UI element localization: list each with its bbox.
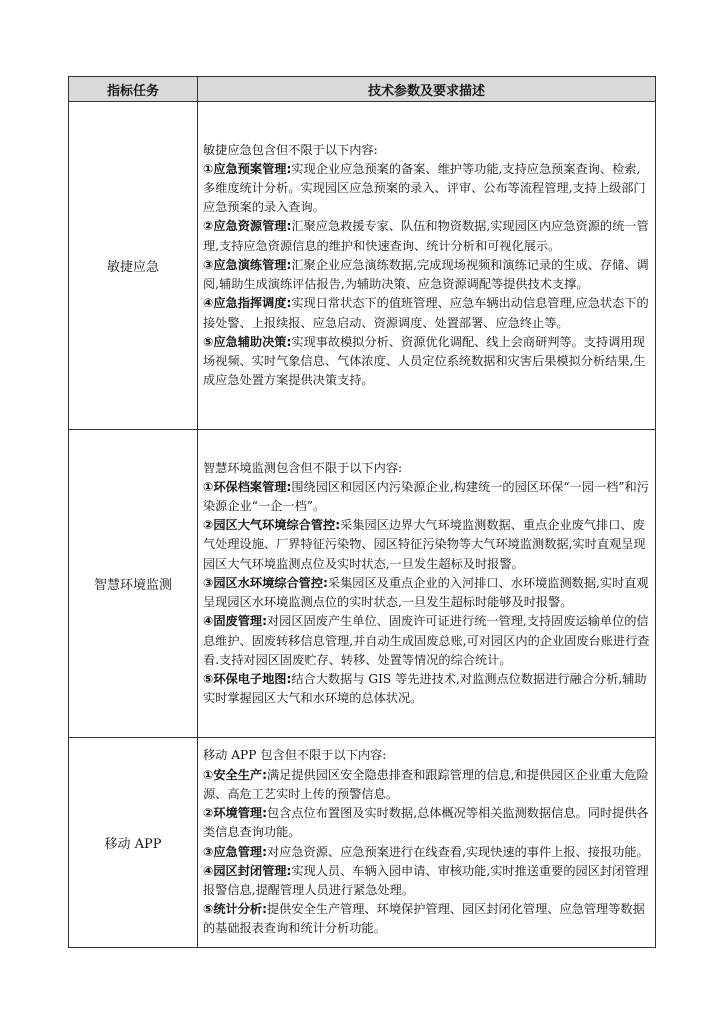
- item-title: ③园区水环境综合管控:: [203, 575, 328, 590]
- item-text: 对应急资源、应急预案进行在线查看,实现快速的事件上报、接报功能。: [266, 844, 649, 859]
- header-task: 指标任务: [69, 77, 198, 102]
- list-item: [203, 862, 651, 900]
- table-row: [69, 738, 656, 948]
- item-title: ④固废管理:: [203, 614, 267, 629]
- task-cell: 敏捷应急: [69, 102, 198, 430]
- item-text: 实现日常状态下的值班管理、应急车辆出动信息管理,应急状态下的接处警、上报续报、应急启动、资源调度、处置部署、应急终止等。: [203, 296, 649, 330]
- list-item: [203, 804, 651, 842]
- item-title: ②园区大气环境综合管控:: [203, 518, 341, 533]
- item-text: 采集园区边界大气环境监测数据、重点企业废气排口、废气处理设施、厂界特征污染物、园区特征污染物等大气环境监测数据,实时直观呈现园区大气环境监测点位及实时状态,一旦发生超标及时报警。: [203, 518, 646, 571]
- item-text: 满足提供园区安全隐患排查和跟踪管理的信息,和提供园区企业重大危险源、高危工艺实时上传的预警信息。: [203, 767, 649, 801]
- list-item: [203, 766, 651, 804]
- item-title: ①环保档案管理:: [203, 479, 292, 494]
- item-text: 结合大数据与 GIS 等先进技术,对监测点位数据进行融合分析,辅助实时掌握园区大气和水环境的总体状况。: [203, 671, 647, 706]
- list-item: [203, 256, 651, 294]
- description-intro: 移动 APP 包含但不限于以下内容:: [203, 748, 387, 763]
- item-text: 汇聚应急救援专家、队伍和物资数据,实现园区内应急资源的统一管理,支持应急资源信息的维护和快速查询、统计分析和可视化展示。: [203, 219, 649, 253]
- item-text: 实现事故模拟分析、资源优化调配、线上会商研判等。支持调用现场视频、实时气象信息、气体浓度、人员定位系统数据和灾害后果模拟分析结果,生成应急处置方案提供决策支持。: [203, 334, 646, 388]
- item-text: 对园区固废产生单位、固废许可证进行统一管理,支持固废运输单位的信息维护、固废转移信息管理,并自动生成固废总账,可对园区内的企业固废台账进行查看.支持对园区固废贮存、转移、处置等情况的综合统计。: [203, 614, 650, 667]
- item-text: 实现人员、车辆入园申请、审核功能,实时推送重要的园区封闭管理报警信息,提醒管理人员进行紧急处理。: [203, 863, 649, 897]
- item-text: 实现企业应急预案的备案、维护等功能,支持应急预案查询、检索,多维度统计分析。实现园区应急预案的录入、评审、公布等流程管理,支持上级部门应急预案的录入查询。: [203, 161, 646, 215]
- item-title: ④应急指挥调度:: [203, 296, 292, 311]
- list-item: [203, 217, 651, 255]
- list-item: [203, 574, 651, 612]
- item-title: ①安全生产:: [203, 767, 267, 782]
- description-cell: [198, 430, 656, 738]
- description-cell: [198, 102, 656, 430]
- list-item: [203, 843, 651, 862]
- list-item: [203, 294, 651, 332]
- item-text: 采集园区及重点企业的入河排口、水环境监测数据,实时直观呈现园区水环境监测点位的实时状态,一旦发生超标时能够及时报警。: [203, 575, 649, 610]
- description-cell: [198, 738, 656, 948]
- item-text: 围绕园区和园区内污染源企业,构建统一的园区环保“一园一档”和污染源企业“一企一档”。: [203, 479, 649, 514]
- list-item: [203, 670, 651, 708]
- list-item: [203, 478, 651, 516]
- table-header-row: [69, 77, 656, 102]
- list-item: [203, 900, 651, 938]
- description-intro: 敏捷应急包含但不限于以下内容:: [203, 142, 378, 157]
- item-title: ④园区封闭管理:: [203, 863, 292, 878]
- item-text: 提供安全生产管理、环境保护管理、园区封闭化管理、应急管理等数据的基础报表查询和统计分析功能。: [203, 902, 645, 936]
- item-title: ③应急管理:: [203, 844, 267, 859]
- item-title: ③应急演练管理:: [203, 257, 292, 272]
- spec-table: [68, 76, 656, 948]
- task-cell: 智慧环境监测: [69, 430, 198, 738]
- item-title: ⑤统计分析:: [203, 902, 267, 917]
- list-item: [203, 160, 651, 218]
- table-row: [69, 430, 656, 738]
- task-cell: 移动 APP: [69, 738, 198, 948]
- item-title: ②应急资源管理:: [203, 219, 292, 234]
- table-row: [69, 102, 656, 430]
- item-text: 包含点位布置图及实时数据,总体概况等相关监测数据信息。同时提供各类信息查询功能。: [203, 806, 649, 840]
- item-title: ⑤环保电子地图:: [203, 671, 292, 686]
- list-item: [203, 612, 651, 670]
- list-item: [203, 333, 651, 391]
- item-title: ②环境管理:: [203, 806, 267, 821]
- item-title: ⑤应急辅助决策:: [203, 334, 292, 349]
- header-description: 技术参数及要求描述: [198, 77, 656, 102]
- list-item: [203, 516, 651, 574]
- item-title: ①应急预案管理:: [203, 161, 292, 176]
- item-text: 汇聚企业应急演练数据,完成现场视频和演练记录的生成、存储、调阅,辅助生成演练评估报告,为辅助决策、应急资源调配等提供技术支撑。: [203, 257, 649, 292]
- description-intro: 智慧环境监测包含但不限于以下内容:: [203, 460, 403, 475]
